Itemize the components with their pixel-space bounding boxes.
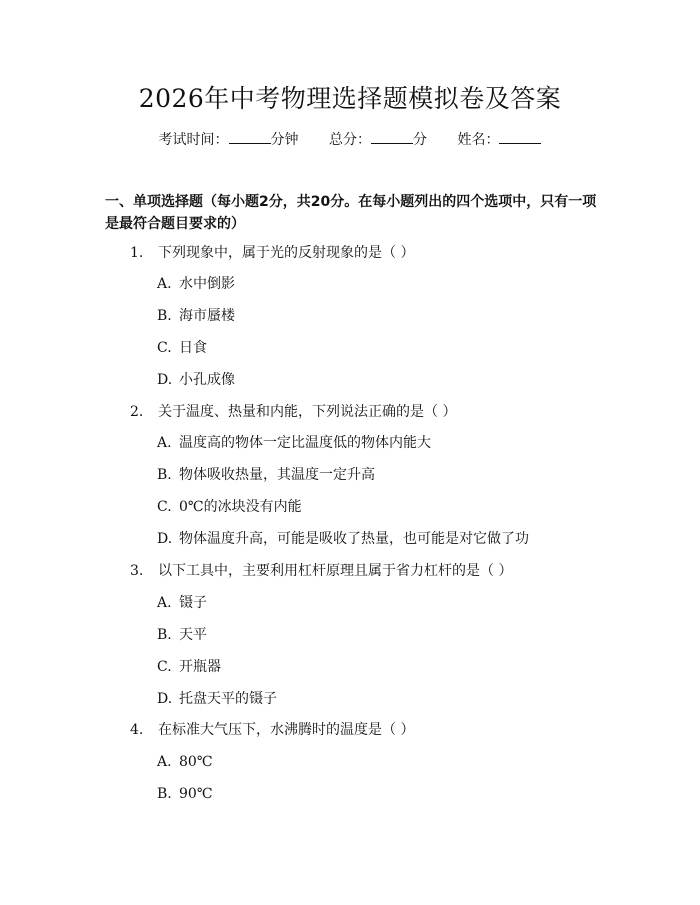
option-text: 天平 — [179, 627, 207, 643]
exam-time-field — [159, 132, 299, 148]
option — [157, 625, 617, 645]
option-letter: A. — [157, 276, 172, 292]
exam-time-label: 考试时间： — [158, 132, 229, 148]
option — [157, 784, 617, 804]
option-text: 90℃ — [179, 786, 213, 802]
option-letter: A. — [157, 435, 172, 451]
exam-info-line — [0, 130, 700, 150]
option-text: 镊子 — [179, 595, 207, 611]
total-score-unit: 分 — [413, 132, 427, 148]
option-text: 温度高的物体一定比温度低的物体内能大 — [179, 435, 431, 451]
question-text: 在标准大气压下，水沸腾时的温度是（ ） — [158, 722, 415, 738]
question-number: 4. — [130, 722, 144, 738]
name-label: 姓名： — [457, 132, 500, 148]
total-score-field — [329, 132, 427, 148]
option-text: 80℃ — [179, 754, 213, 770]
option-text: 小孔成像 — [179, 372, 235, 388]
option-text: 物体温度升高，可能是吸收了热量，也可能是对它做了功 — [179, 531, 529, 547]
question — [130, 402, 610, 422]
question — [130, 243, 610, 263]
name-field — [457, 132, 541, 148]
option-letter: A. — [157, 754, 172, 770]
question — [130, 561, 610, 581]
name-blank — [499, 131, 541, 144]
option-letter: C. — [157, 659, 172, 675]
option-letter: B. — [157, 308, 172, 324]
question — [130, 720, 610, 740]
option — [157, 689, 617, 709]
option-text: 海市蜃楼 — [179, 308, 235, 324]
option — [157, 306, 617, 326]
page-title: 2026年中考物理选择题模拟卷及答案 — [138, 84, 562, 113]
question-text: 下列现象中，属于光的反射现象的是（ ） — [158, 245, 415, 261]
option-letter: C. — [157, 499, 172, 515]
option-text: 日食 — [179, 340, 207, 356]
option-text: 开瓶器 — [179, 659, 221, 675]
option-letter: C. — [157, 340, 172, 356]
question-text: 以下工具中，主要利用杠杆原理且属于省力杠杆的是（ ） — [158, 563, 513, 579]
option — [157, 370, 617, 390]
section-heading: 一、单项选择题（每小题2分，共20分。在每小题列出的四个选项中，只有一项是最符合题目要求的） — [105, 194, 597, 232]
option — [157, 529, 617, 549]
option — [157, 593, 617, 613]
question-number: 3. — [130, 563, 144, 579]
option-text: 托盘天平的镊子 — [179, 691, 277, 707]
option-letter: D. — [157, 372, 173, 388]
exam-time-blank — [229, 131, 271, 144]
option — [157, 274, 617, 294]
option — [157, 465, 617, 485]
option-text: 物体吸收热量，其温度一定升高 — [179, 467, 375, 483]
total-score-blank — [371, 131, 413, 144]
question-text: 关于温度、热量和内能，下列说法正确的是（ ） — [158, 404, 457, 420]
question-number: 1. — [130, 245, 144, 261]
option-letter: D. — [157, 691, 173, 707]
option — [157, 497, 617, 517]
option-text: 水中倒影 — [179, 276, 235, 292]
option-text: 0℃的冰块没有内能 — [179, 499, 302, 515]
option-letter: B. — [157, 467, 172, 483]
option-letter: B. — [157, 786, 172, 802]
option-letter: B. — [157, 627, 172, 643]
exam-time-unit: 分钟 — [270, 132, 299, 148]
option-letter: A. — [157, 595, 172, 611]
option — [157, 338, 617, 358]
option — [157, 433, 617, 453]
total-score-label: 总分： — [329, 132, 371, 148]
question-number: 2. — [130, 404, 144, 420]
option — [157, 657, 617, 677]
option-letter: D. — [157, 531, 173, 547]
option — [157, 752, 617, 772]
